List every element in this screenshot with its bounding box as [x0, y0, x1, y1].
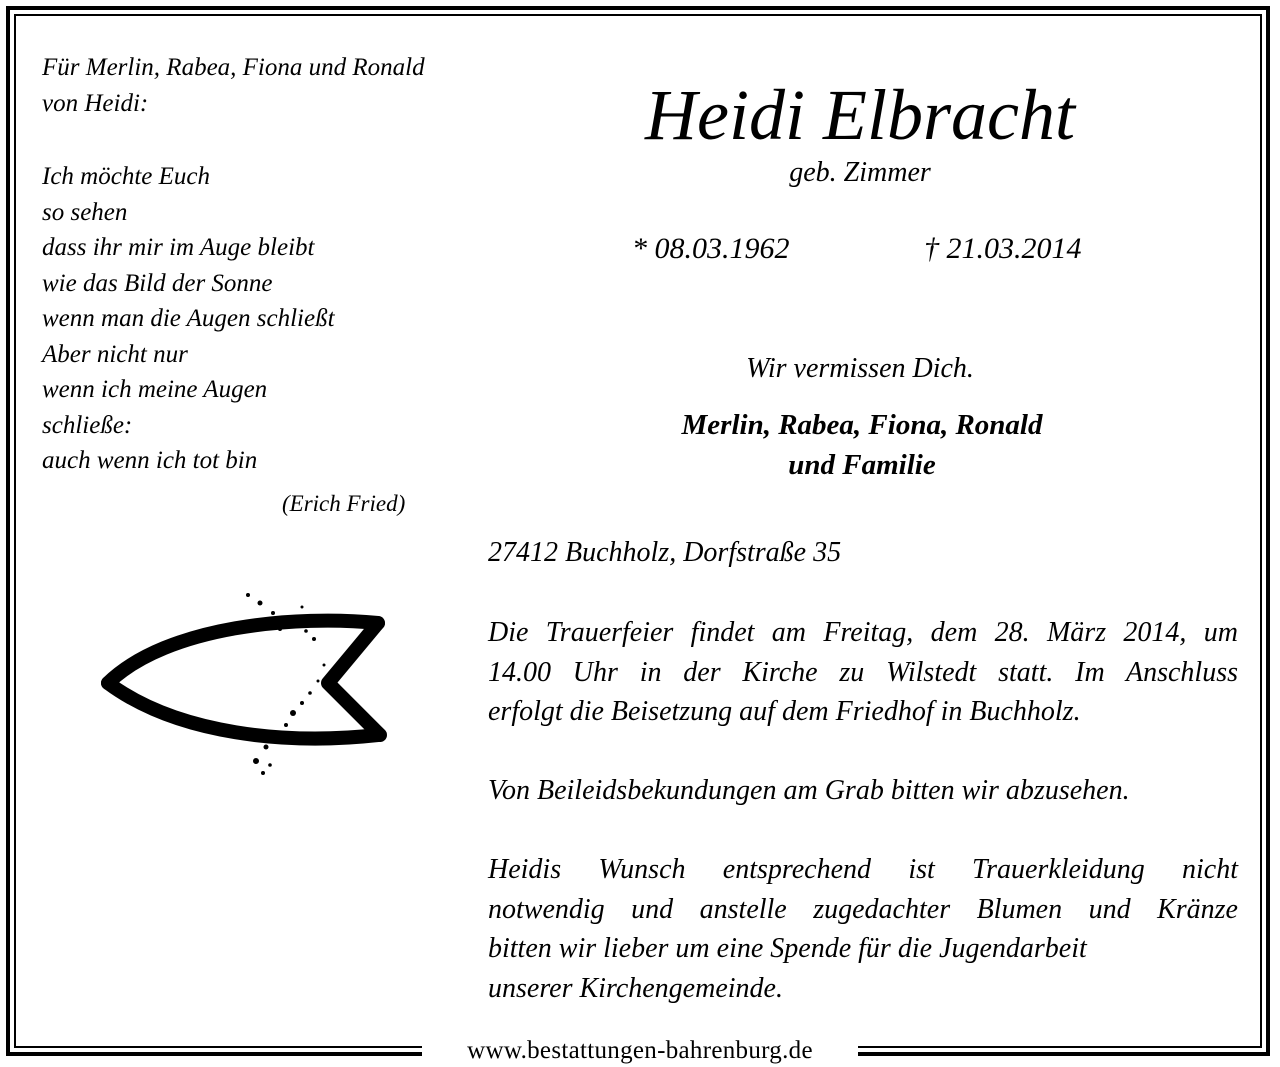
maiden-name: geb. Zimmer	[789, 157, 931, 188]
paragraph-line: unserer Kirchengemeinde.	[488, 972, 783, 1004]
poem-line: auch wenn ich tot bin	[42, 447, 258, 474]
poem-block	[42, 50, 512, 516]
birth-date: * 08.03.1962	[632, 232, 790, 265]
address: 27412 Buchholz, Dorfstraße 35	[488, 537, 842, 568]
poem-line: Aber nicht nur	[42, 340, 188, 368]
paragraph-line: bitten wir lieber um eine Spende für die Jugendarbeit	[488, 933, 1087, 964]
family-signature	[560, 405, 1164, 485]
footer-website: www.bestattungen-bahrenburg.de	[467, 1037, 813, 1064]
poem-line: dass ihr mir im Auge bleibt	[42, 234, 315, 261]
deceased-name: Heidi Elbracht	[645, 75, 1075, 155]
poem-line: wie das Bild der Sonne	[42, 269, 273, 297]
poem-dedication-line: von Heidi:	[42, 89, 149, 117]
paragraph-line: Die Trauerfeier findet am Freitag, dem 28. März 2014, um	[488, 617, 1238, 648]
condolences-paragraph	[488, 771, 1238, 811]
family-line: Merlin, Rabea, Fiona, Ronald	[681, 409, 1043, 441]
family-line: und Familie	[788, 449, 936, 481]
poem-dedication-line: Für Merlin, Rabea, Fiona und Ronald	[42, 54, 425, 81]
paragraph-line: erfolgt die Beisetzung auf dem Friedhof in Buchholz.	[488, 696, 1081, 727]
poem-line: so sehen	[42, 198, 128, 226]
paragraph-line: notwendig und anstelle zugedachter Blumen und Kränze	[488, 893, 1238, 925]
message-line: Wir vermissen Dich.	[746, 353, 974, 384]
poem-line: wenn ich meine Augen	[42, 376, 268, 403]
death-date: † 21.03.2014	[924, 232, 1082, 265]
poem-line: Ich möchte Euch	[42, 163, 210, 190]
paragraph-line: 14.00 Uhr in der Kirche zu Wilstedt statt. Im Anschluss	[488, 656, 1238, 688]
poem-line: schließe:	[42, 411, 133, 439]
paragraph-line: Von Beileidsbekundungen am Grab bitten wir abzusehen.	[488, 775, 1130, 806]
wish-paragraph	[488, 850, 1238, 1008]
funeral-paragraph	[488, 613, 1238, 732]
poem-line: wenn man die Augen schließt	[42, 305, 335, 332]
poem-author: (Erich Fried)	[282, 491, 406, 516]
ichthys-fish-icon	[88, 585, 398, 785]
paragraph-line: Heidis Wunsch entsprechend ist Trauerkleidung nicht	[488, 854, 1238, 885]
